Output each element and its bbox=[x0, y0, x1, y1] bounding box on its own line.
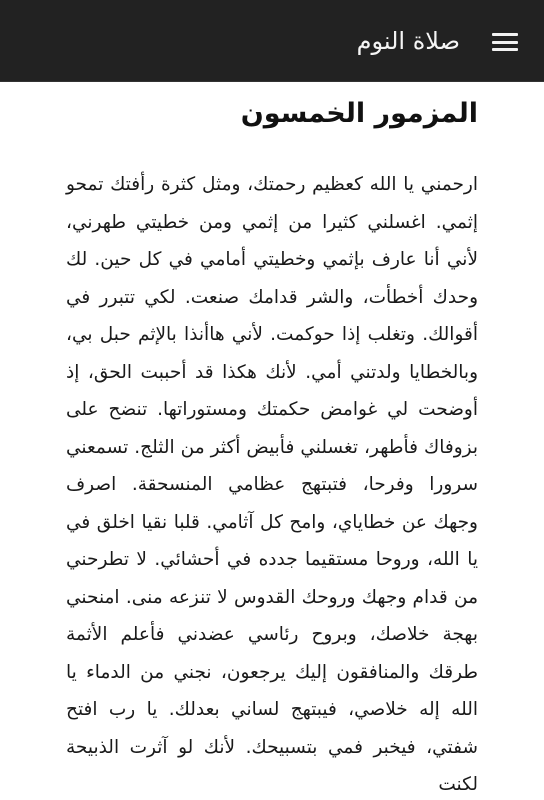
top-app-bar bbox=[0, 0, 544, 82]
menu-icon-line bbox=[492, 41, 518, 44]
psalm-heading: المزمور الخمسون bbox=[240, 98, 478, 129]
menu-icon-line bbox=[492, 33, 518, 36]
app-title: صلاة النوم bbox=[356, 27, 460, 55]
hamburger-menu-icon[interactable] bbox=[492, 33, 518, 51]
menu-icon-line bbox=[492, 48, 518, 51]
article-content bbox=[66, 82, 478, 800]
psalm-body-text: ارحمني يا الله كعظيم رحمتك، ومثل كثرة رأفتك تمحو إثمي. اغسلني كثيرا من إثمي ومن خطيتي طهرني، لأني أنا عارف بإثمي وخطيتي أمامي في كل حين. لك وحدك أخطأت، والشر قدامك صنعت. لكي تتبرر في أقوالك. وتغلب إذا حوكمت. لأني هاأنذا بالإثم حبل بي، وبالخطايا ولدتني أمي. لأنك هكذا قد أحببت الحق، إذ أوضحت لي غوامض حكمتك ومستوراتها. تنضح على بزوفاك فأطهر، تغسلني فأبيض أكثر من الثلج. تسمعني سرورا وفرحا، فتبتهج عظامي المنسحقة. اصرف وجهك عن خطاياي، وامح كل آثامي. قلبا نقيا اخلق في يا الله، وروحا مستقيما جدده في أحشائي. لا تطرحني من قدام وجهك وروحك القدوس لا تنزعه منى. امنحني بهجة خلاصك، وبروح رئاسي عضدني فأعلم الأثمة طرقك والمنافقون إليك يرجعون، نجني من الدماء يا الله إله خلاصي، فيبتهج لساني بعدلك. يا رب افتح شفتي، فيخبر فمي بتسبيحك. لأنك لو آثرت الذبيحة لكنت bbox=[66, 174, 478, 795]
